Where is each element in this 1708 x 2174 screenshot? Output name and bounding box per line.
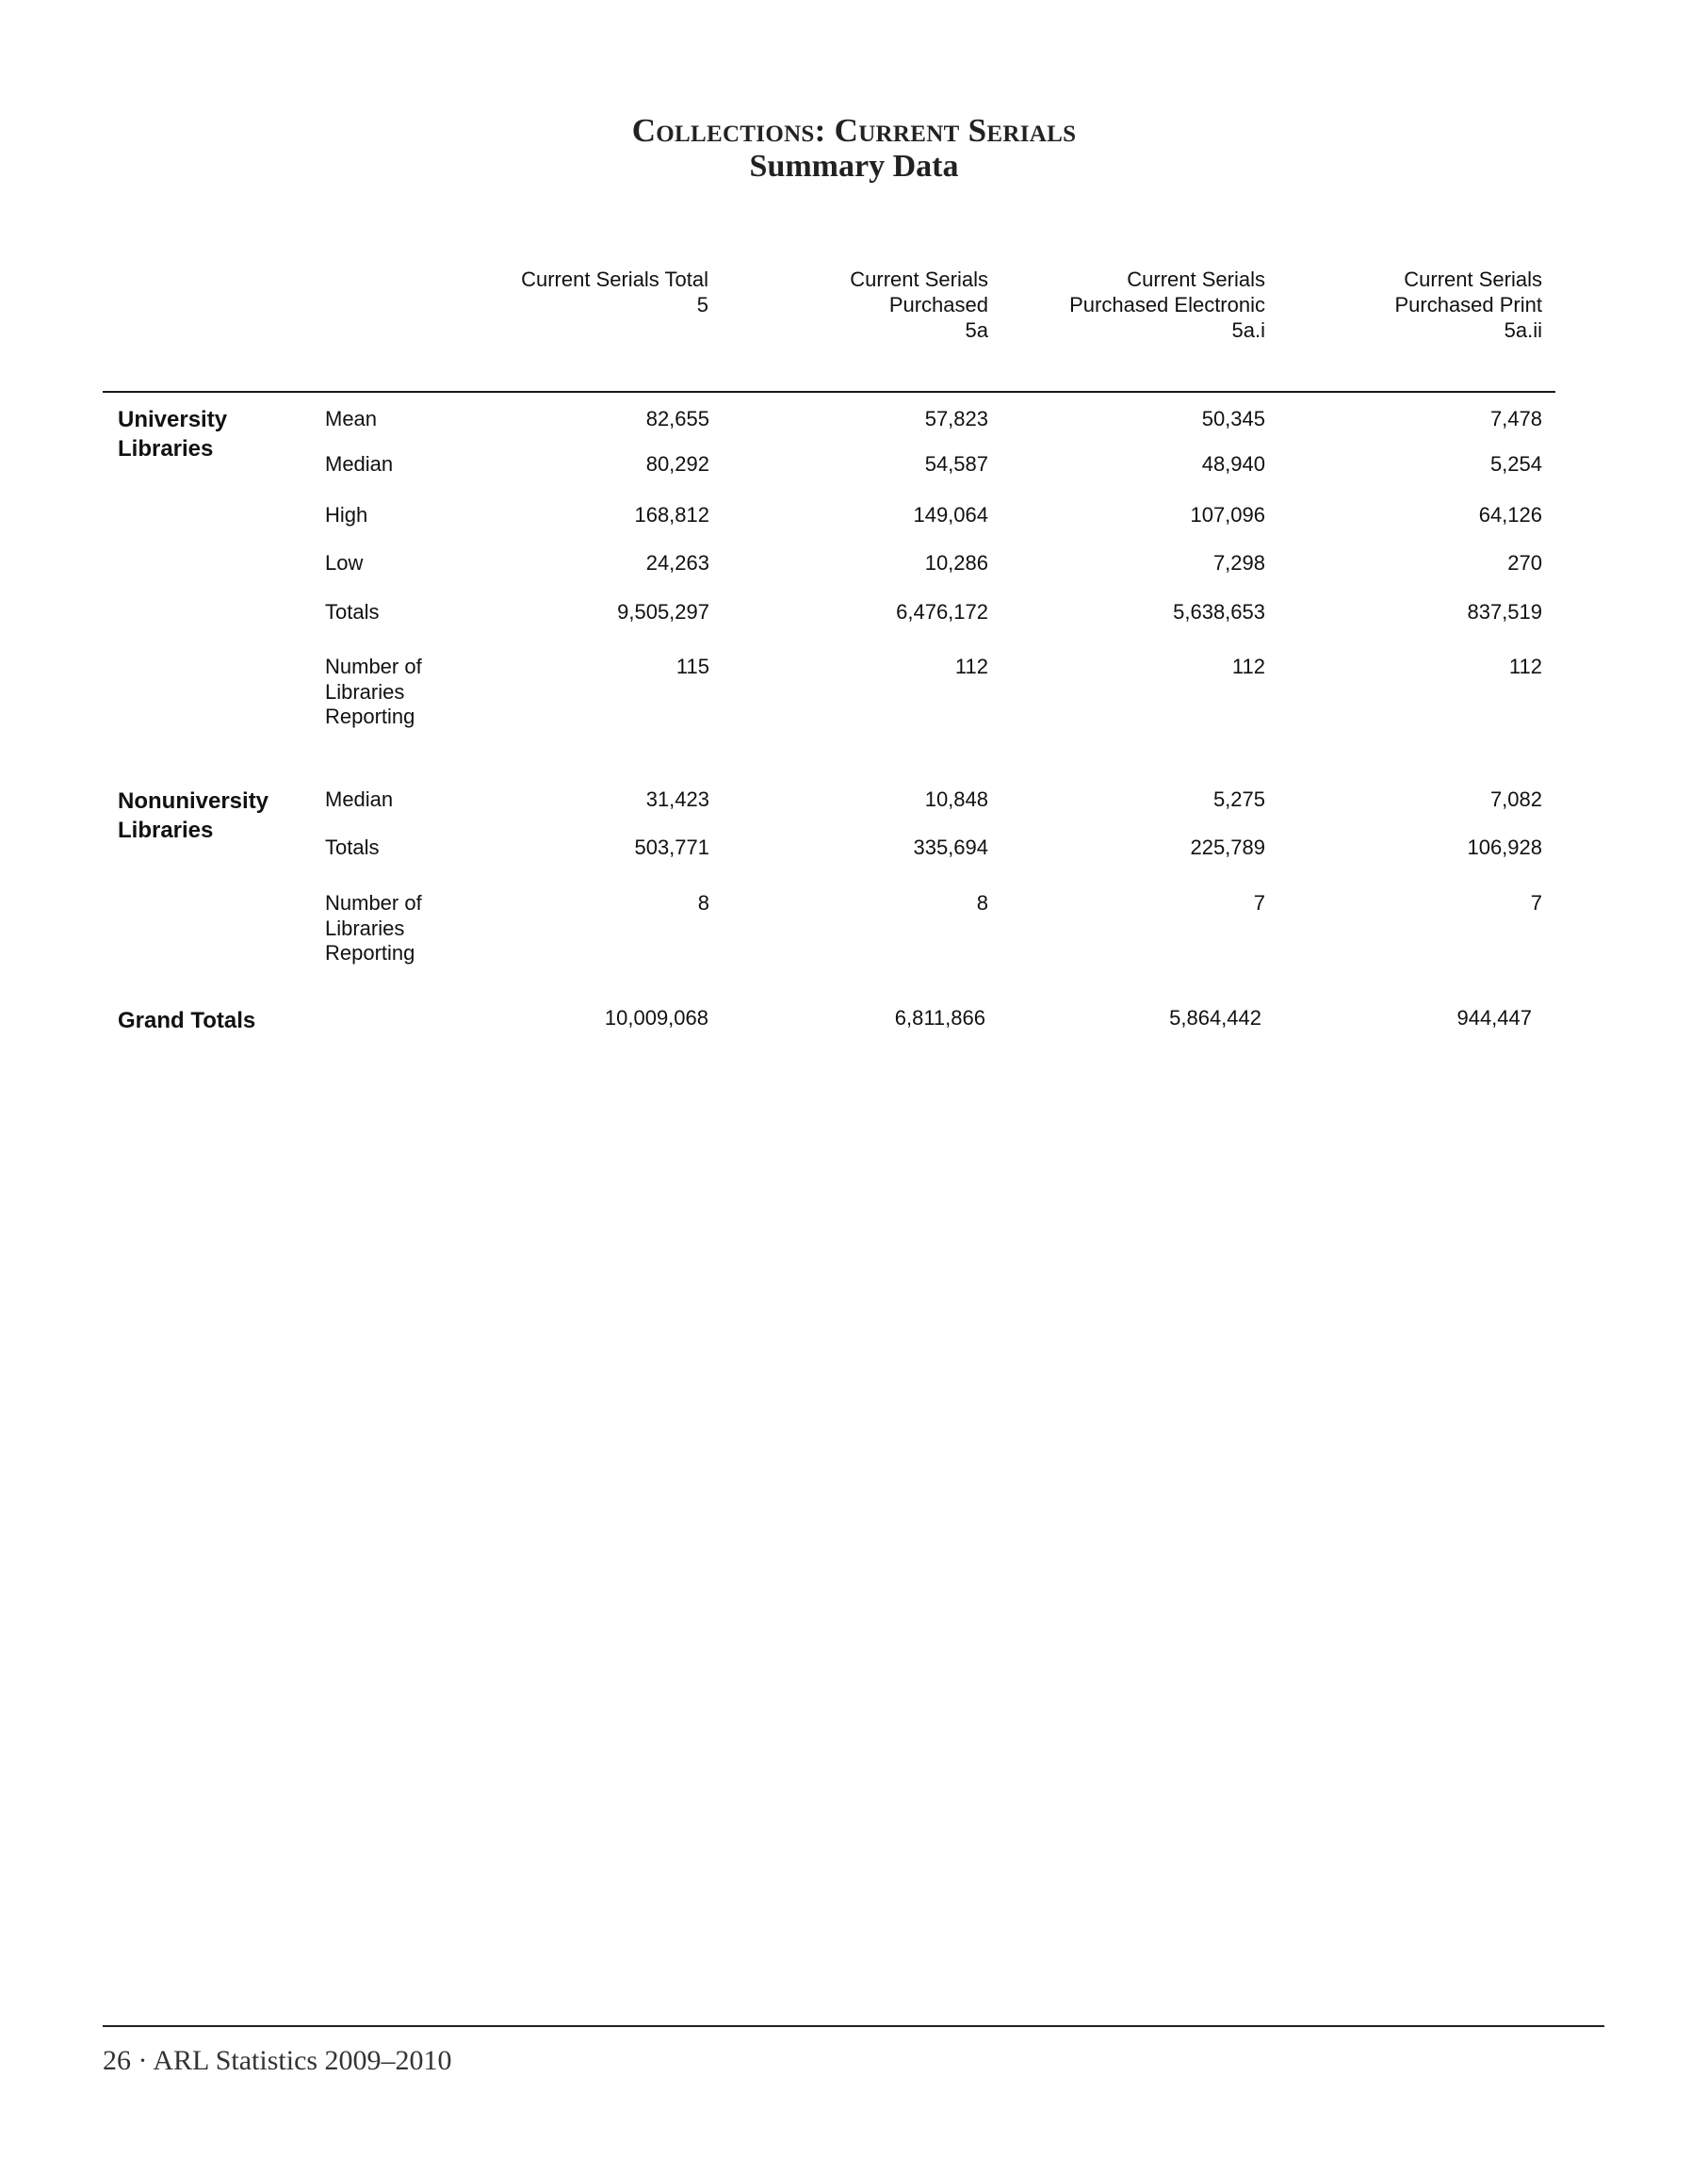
row-label-line: Libraries: [325, 679, 405, 704]
group-label-line: Libraries: [118, 818, 214, 843]
table-cell-value: 64,126: [1478, 503, 1542, 527]
column-header-line: Purchased: [888, 293, 988, 316]
column-header-line: Purchased Electronic: [1069, 293, 1265, 316]
column-header-total: [521, 267, 708, 317]
table-cell-value: 82,655: [645, 407, 709, 430]
table-cell-value: 48,940: [1201, 452, 1265, 476]
column-header-code: 5a.ii: [1504, 318, 1542, 342]
group-label-line: Nonuniversity: [118, 788, 269, 814]
page-subtitle: Summary Data: [749, 149, 959, 184]
group-label-line: University: [118, 407, 228, 432]
column-header-code: 5a: [965, 318, 988, 342]
table-cell-value: 168,812: [634, 503, 709, 527]
column-header-line: Current Serials Total: [521, 268, 708, 291]
table-cell-value: 8: [697, 891, 709, 915]
row-label-line: Number of: [325, 891, 422, 915]
table-cell-value: 57,823: [924, 407, 988, 430]
table-cell-value: 107,096: [1190, 503, 1265, 527]
footer-divider: [103, 2025, 1604, 2027]
row-label: High: [325, 503, 368, 527]
column-header-purchased: [850, 267, 988, 343]
group-label-university: [118, 405, 227, 463]
table-cell-value: 112: [954, 655, 988, 678]
column-header-line: Purchased Print: [1394, 293, 1542, 316]
column-header-code: 5: [696, 293, 708, 316]
row-label: Totals: [325, 836, 380, 859]
table-cell-value: 7: [1253, 891, 1265, 915]
footer-page-label: 26 · ARL Statistics 2009–2010: [103, 2045, 452, 2076]
table-cell-value: 112: [1231, 655, 1265, 678]
grand-total-value: 5,864,442: [1169, 1006, 1261, 1030]
row-label: Totals: [325, 600, 380, 624]
grand-total-value: 10,009,068: [604, 1006, 708, 1030]
table-cell-value: 7,298: [1212, 551, 1265, 575]
table-cell-value: 5,254: [1489, 452, 1542, 476]
table-cell-value: 106,928: [1467, 836, 1542, 859]
table-cell-value: 115: [675, 655, 709, 678]
row-label: Mean: [325, 407, 378, 430]
table-cell-value: 225,789: [1190, 836, 1265, 859]
row-label: Median: [325, 787, 394, 811]
row-label: Low: [325, 551, 364, 575]
table-cell-value: 503,771: [634, 836, 709, 859]
header-divider: [103, 391, 1555, 393]
grand-totals-label: Grand Totals: [118, 1008, 256, 1033]
table-cell-value: 5,638,653: [1173, 600, 1265, 624]
table-cell-value: 54,587: [924, 452, 988, 476]
table-cell-value: 24,263: [645, 551, 709, 575]
group-label-nonuniversity: [118, 787, 268, 845]
table-cell-value: 837,519: [1467, 600, 1542, 624]
group-label-line: Libraries: [118, 436, 214, 462]
table-cell-value: 7,082: [1489, 787, 1542, 811]
row-label: [325, 655, 422, 730]
table-cell-value: 5,275: [1212, 787, 1265, 811]
grand-total-value: 6,811,866: [894, 1006, 985, 1030]
row-label-line: Reporting: [325, 705, 415, 728]
table-cell-value: 6,476,172: [896, 600, 988, 624]
row-label: Median: [325, 452, 394, 476]
table-cell-value: 335,694: [913, 836, 988, 859]
column-header-line: Current Serials: [1404, 268, 1542, 291]
table-cell-value: 31,423: [645, 787, 709, 811]
table-cell-value: 270: [1507, 551, 1542, 575]
table-cell-value: 7,478: [1489, 407, 1542, 430]
table-cell-value: 9,505,297: [617, 600, 709, 624]
row-label: [325, 891, 422, 966]
page-title: Collections: Current Serials: [631, 112, 1077, 149]
table-cell-value: 80,292: [645, 452, 709, 476]
column-header-purchased-electronic: [1069, 267, 1265, 343]
table-cell-value: 7: [1530, 891, 1542, 915]
table-cell-value: 149,064: [913, 503, 988, 527]
table-cell-value: 10,848: [924, 787, 988, 811]
row-label-line: Libraries: [325, 916, 405, 940]
grand-total-value: 944,447: [1456, 1006, 1532, 1030]
row-label-line: Number of: [325, 655, 422, 678]
row-label-line: Reporting: [325, 941, 415, 965]
column-header-purchased-print: [1394, 267, 1542, 343]
table-cell-value: 8: [976, 891, 988, 915]
column-header-code: 5a.i: [1231, 318, 1265, 342]
column-header-line: Current Serials: [850, 268, 988, 291]
table-cell-value: 10,286: [924, 551, 988, 575]
table-cell-value: 50,345: [1201, 407, 1265, 430]
column-header-line: Current Serials: [1127, 268, 1265, 291]
table-cell-value: 112: [1508, 655, 1542, 678]
